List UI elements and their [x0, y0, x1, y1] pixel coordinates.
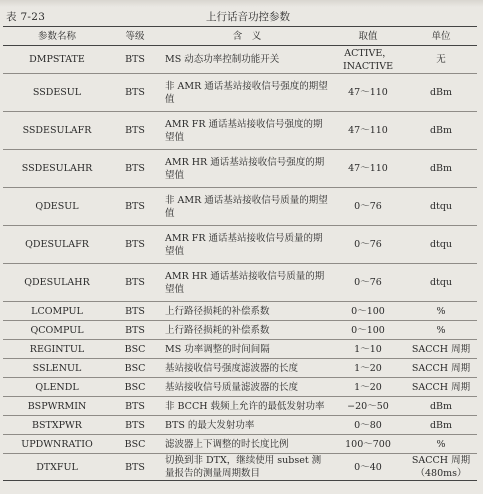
param-unit: % — [405, 321, 477, 340]
param-name: QLENDL — [3, 378, 111, 397]
table-row — [3, 454, 477, 481]
table-row — [3, 226, 477, 264]
param-unit: dBm — [405, 112, 477, 150]
param-value: ACTIVE，INACTIVE — [331, 46, 405, 74]
param-level: BTS — [111, 302, 159, 321]
param-level: BTS — [111, 188, 159, 226]
param-name: QDESULAHR — [3, 264, 111, 302]
param-level: BTS — [111, 397, 159, 416]
param-level: BTS — [111, 226, 159, 264]
param-level: BTS — [111, 321, 159, 340]
table-title: 上行话音功控参数 — [206, 11, 290, 23]
param-name: BSTXPWR — [3, 416, 111, 435]
param-meaning: MS 动态功率控制功能开关 — [159, 46, 331, 74]
table-row — [3, 397, 477, 416]
param-meaning: BTS 的最大发射功率 — [159, 416, 331, 435]
table-row — [3, 378, 477, 397]
table-row — [3, 74, 477, 112]
param-value: −20～50 — [331, 397, 405, 416]
param-unit: dBm — [405, 416, 477, 435]
param-level: BTS — [111, 264, 159, 302]
table-row — [3, 150, 477, 188]
param-unit: 无 — [405, 46, 477, 74]
table-row — [3, 340, 477, 359]
param-unit: SACCH 周期 — [405, 378, 477, 397]
param-unit: % — [405, 302, 477, 321]
param-name: UPDWNRATIO — [3, 435, 111, 454]
param-unit: dBm — [405, 150, 477, 188]
table-row — [3, 302, 477, 321]
param-name: LCOMPUL — [3, 302, 111, 321]
param-name: DMPSTATE — [3, 46, 111, 74]
param-meaning: 基站接收信号质量滤波器的长度 — [159, 378, 331, 397]
header-unit: 单位 — [405, 27, 477, 46]
param-level: BTS — [111, 454, 159, 481]
param-unit: SACCH 周期（480ms） — [405, 454, 477, 481]
table-row — [3, 264, 477, 302]
param-unit: SACCH 周期 — [405, 340, 477, 359]
table-number: 表 7-23 — [6, 11, 46, 23]
table-row — [3, 435, 477, 454]
header-value: 取值 — [331, 27, 405, 46]
param-meaning: AMR HR 通话基站接收信号质量的期望值 — [159, 264, 331, 302]
param-meaning: AMR FR 通话基站接收信号质量的期望值 — [159, 226, 331, 264]
param-name: SSDESULAHR — [3, 150, 111, 188]
table-row — [3, 112, 477, 150]
param-name: DTXFUL — [3, 454, 111, 481]
param-value: 1～20 — [331, 378, 405, 397]
param-name: QCOMPUL — [3, 321, 111, 340]
param-value: 0～40 — [331, 454, 405, 481]
param-unit: % — [405, 435, 477, 454]
param-unit: dBm — [405, 74, 477, 112]
param-value: 100～700 — [331, 435, 405, 454]
param-value: 1～10 — [331, 340, 405, 359]
param-meaning: 滤波器上下调整的时长度比例 — [159, 435, 331, 454]
table-row — [3, 416, 477, 435]
param-meaning: 上行路径损耗的补偿系数 — [159, 321, 331, 340]
param-level: BSC — [111, 359, 159, 378]
param-level: BTS — [111, 74, 159, 112]
table-row — [3, 188, 477, 226]
table-caption — [6, 9, 476, 23]
param-meaning: 切换到非 DTX，继续使用 subset 测量报告的测量周期数目 — [159, 454, 331, 481]
param-name: BSPWRMIN — [3, 397, 111, 416]
page-top-edge — [0, 0, 483, 7]
table-row — [3, 46, 477, 74]
table-header-row — [3, 27, 477, 46]
parameter-table — [3, 26, 477, 481]
param-name: REGINTUL — [3, 340, 111, 359]
param-meaning: AMR FR 通话基站接收信号强度的期望值 — [159, 112, 331, 150]
param-name: QDESUL — [3, 188, 111, 226]
param-name: SSLENUL — [3, 359, 111, 378]
param-value: 47～110 — [331, 112, 405, 150]
param-meaning: 非 AMR 通话基站接收信号强度的期望值 — [159, 74, 331, 112]
param-level: BTS — [111, 416, 159, 435]
param-value: 47～110 — [331, 150, 405, 188]
param-name: SSDESULAFR — [3, 112, 111, 150]
param-level: BTS — [111, 112, 159, 150]
param-meaning: 非 BCCH 载频上允许的最低发射功率 — [159, 397, 331, 416]
param-meaning: 非 AMR 通话基站接收信号质量的期望值 — [159, 188, 331, 226]
param-value: 47～110 — [331, 74, 405, 112]
param-level: BSC — [111, 340, 159, 359]
param-meaning: MS 功率调整的时间间隔 — [159, 340, 331, 359]
param-meaning: 上行路径损耗的补偿系数 — [159, 302, 331, 321]
param-value: 0～80 — [331, 416, 405, 435]
header-param-name: 参数名称 — [3, 27, 111, 46]
header-meaning: 含 义 — [159, 27, 331, 46]
param-value: 0～76 — [331, 188, 405, 226]
param-unit: dtqu — [405, 264, 477, 302]
table-row — [3, 321, 477, 340]
param-level: BSC — [111, 435, 159, 454]
param-value: 0～100 — [331, 302, 405, 321]
param-level: BTS — [111, 150, 159, 188]
param-level: BSC — [111, 378, 159, 397]
param-value: 0～76 — [331, 226, 405, 264]
param-name: QDESULAFR — [3, 226, 111, 264]
param-name: SSDESUL — [3, 74, 111, 112]
param-level: BTS — [111, 46, 159, 74]
param-meaning: 基站接收信号强度滤波器的长度 — [159, 359, 331, 378]
table-row — [3, 359, 477, 378]
param-value: 0～100 — [331, 321, 405, 340]
param-unit: dBm — [405, 397, 477, 416]
header-level: 等级 — [111, 27, 159, 46]
param-unit: dtqu — [405, 226, 477, 264]
param-value: 1～20 — [331, 359, 405, 378]
param-unit: dtqu — [405, 188, 477, 226]
param-meaning: AMR HR 通话基站接收信号强度的期望值 — [159, 150, 331, 188]
param-unit: SACCH 周期 — [405, 359, 477, 378]
param-value: 0～76 — [331, 264, 405, 302]
